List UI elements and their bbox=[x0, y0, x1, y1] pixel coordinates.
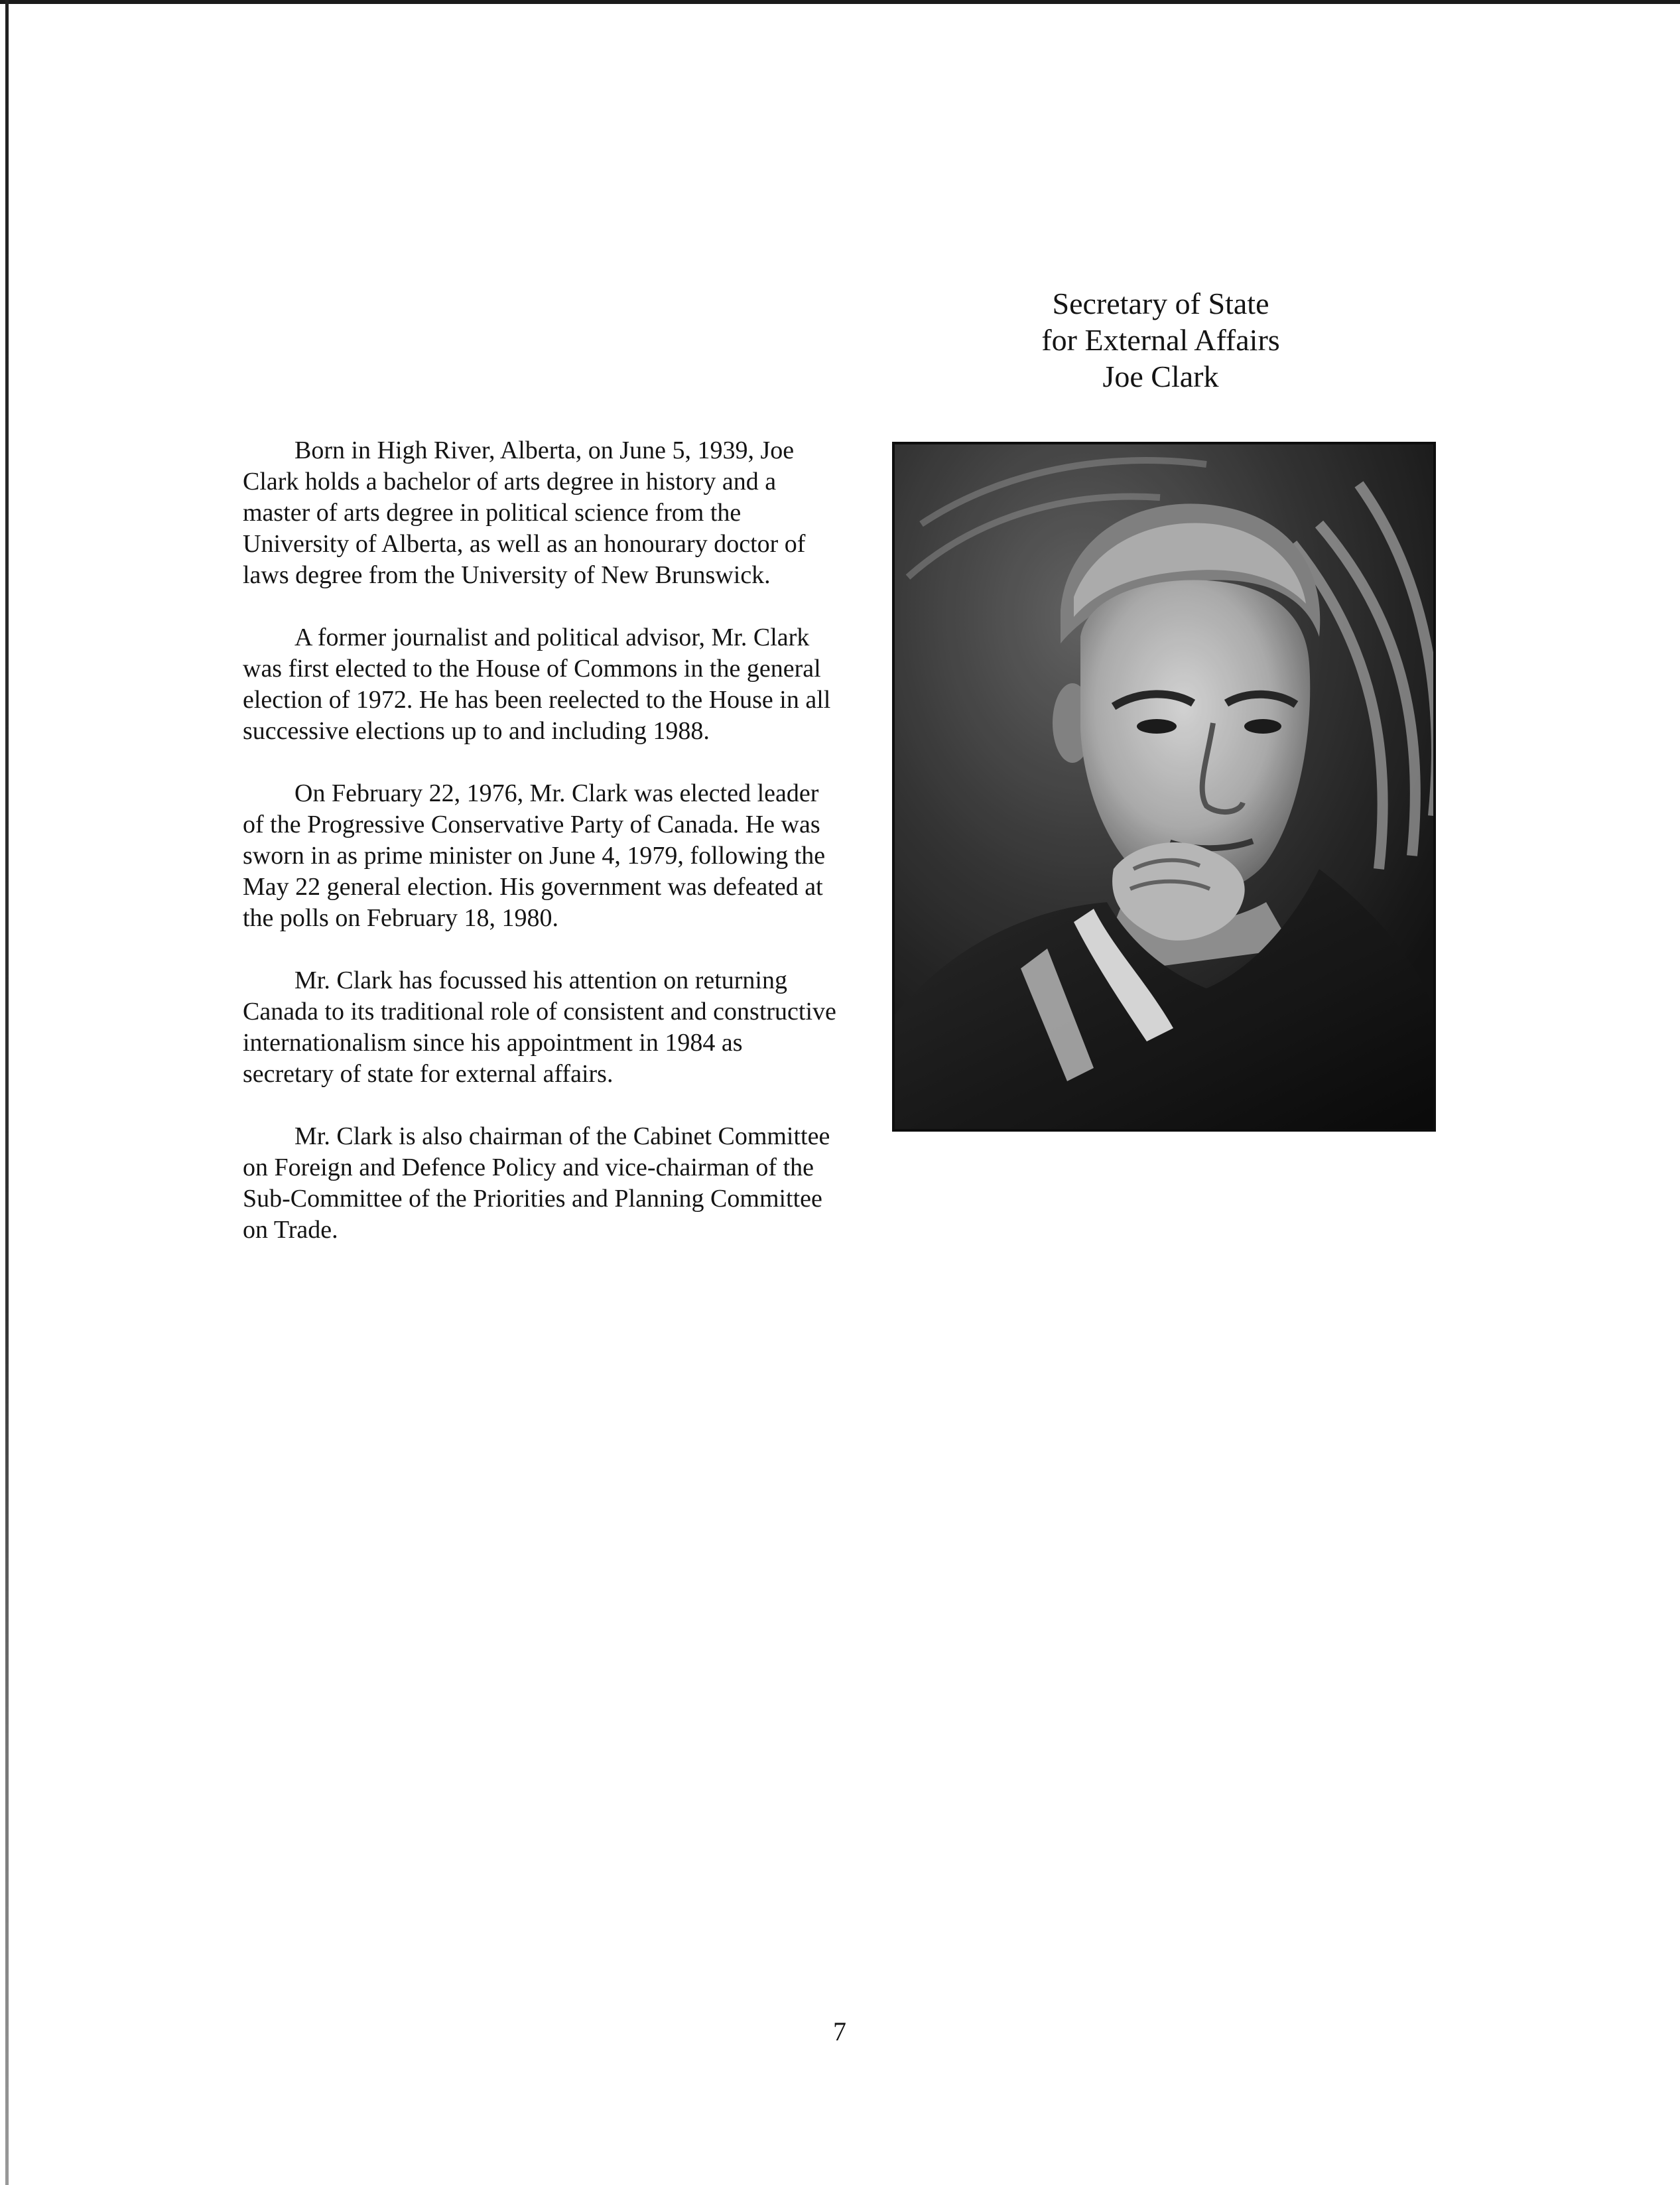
title-line-3: Joe Clark bbox=[1102, 360, 1219, 393]
paragraph-career: A former journalist and political advisor, Mr. Clark was first elected to the House of Commons in the general election of 1972. He has been reelected to the House in all successive elections up to and including 1988. bbox=[243, 624, 831, 745]
title-line-2: for External Affairs bbox=[1041, 323, 1280, 357]
scan-binding-edge bbox=[5, 0, 9, 2185]
paragraph-external-affairs: Mr. Clark has focussed his attention on returning Canada to its traditional role of consistent and constructive internationalism since his appointment in 1984 as secretary of state for external affairs. bbox=[243, 966, 836, 1088]
page-title bbox=[955, 285, 1366, 395]
paragraph-early-life: Born in High River, Alberta, on June 5, 1939, Joe Clark holds a bachelor of arts degree in history and a master of arts degree in political science from the University of Alberta, as well as an honourary doctor of laws degree from the University of New Brunswick. bbox=[243, 436, 806, 589]
paragraph-committees: Mr. Clark is also chairman of the Cabinet Committee on Foreign and Defence Policy and vice-chairman of the Sub-Committee of the Priorities and Planning Committee on Trade. bbox=[243, 1122, 830, 1244]
portrait-photo bbox=[892, 442, 1436, 1132]
scan-top-edge bbox=[0, 0, 1680, 4]
biography-text bbox=[243, 435, 840, 1277]
title-line-1: Secretary of State bbox=[1052, 287, 1269, 320]
paragraph-leadership: On February 22, 1976, Mr. Clark was elected leader of the Progressive Conservative Party of Canada. He was sworn in as prime minister on June 4, 1979, following the May 22 general election. His government was defeated at the polls on February 18, 1980. bbox=[243, 779, 826, 932]
page-number: 7 bbox=[833, 2017, 846, 2046]
